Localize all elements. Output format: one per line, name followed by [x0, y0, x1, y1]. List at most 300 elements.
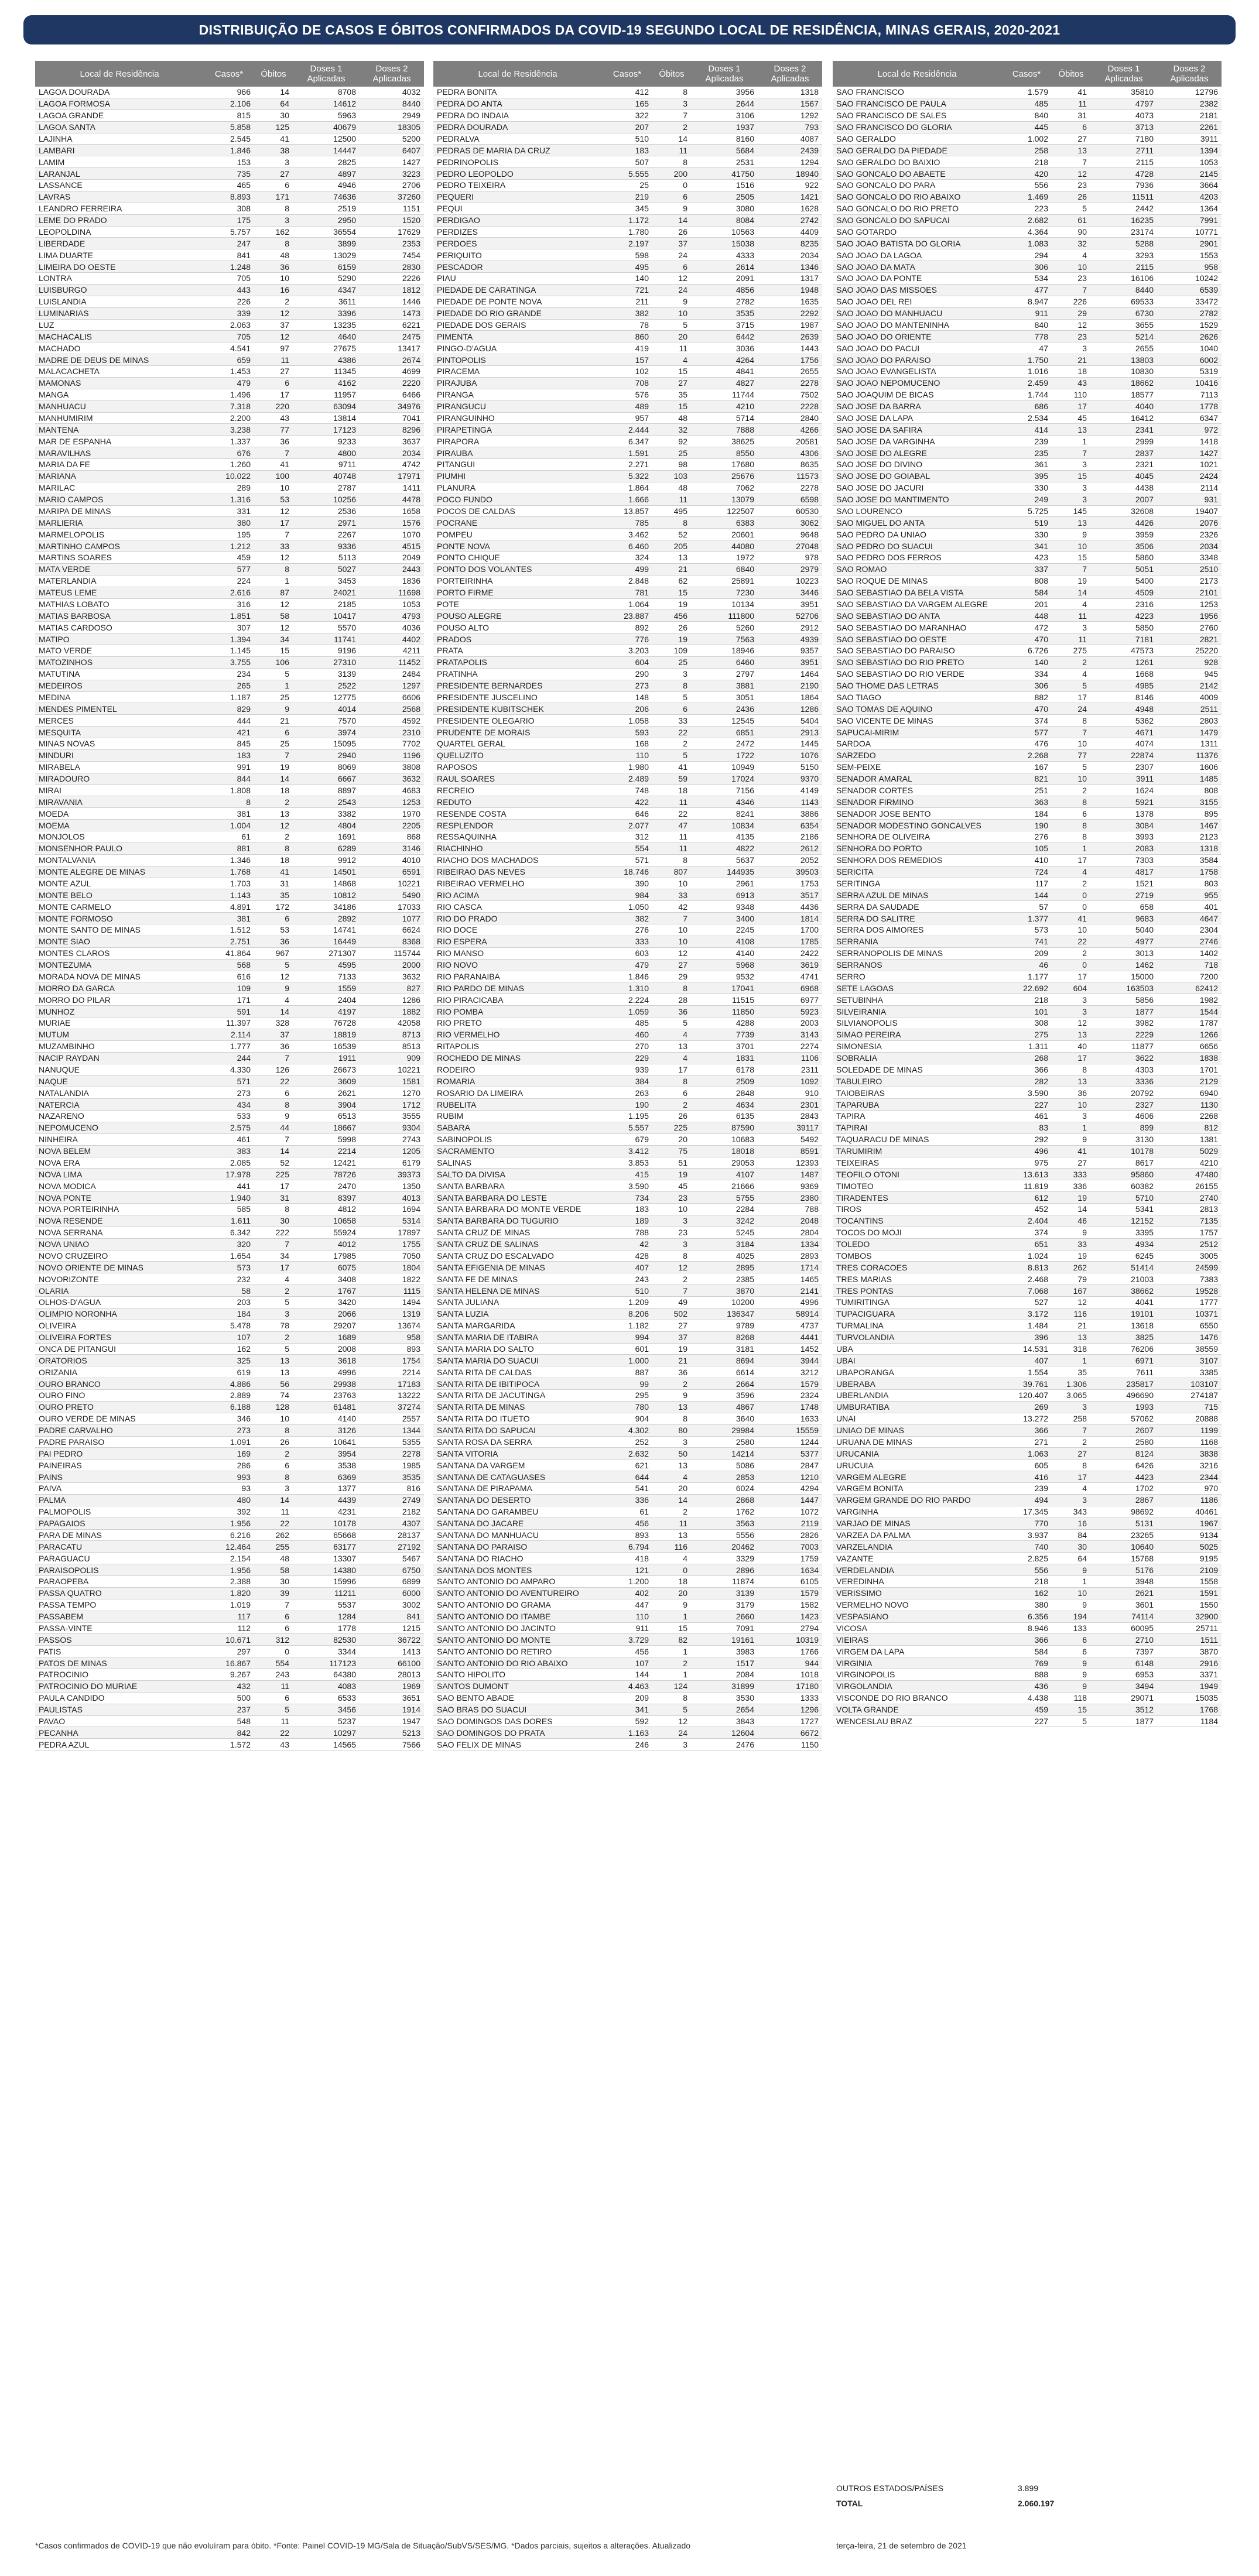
- cell-doses2: 3062: [758, 517, 822, 529]
- cell-doses2: 3651: [360, 1692, 424, 1704]
- cell-obitos: 6: [652, 703, 691, 715]
- table-row: [35, 1331, 424, 1343]
- cell-obitos: 36: [254, 1040, 293, 1052]
- cell-doses1: 29207: [293, 1320, 360, 1331]
- cell-obitos: 12: [254, 598, 293, 610]
- cell-doses1: 76728: [293, 1018, 360, 1029]
- cell-doses2: 4013: [360, 1192, 424, 1204]
- table-row: [433, 400, 822, 412]
- cell-local: PEDRO TEIXEIRA: [433, 180, 602, 191]
- cell-local: PIRANGA: [433, 389, 602, 400]
- table-row: [833, 1180, 1222, 1192]
- table-row: [433, 842, 822, 854]
- cell-obitos: 8: [254, 1424, 293, 1436]
- cell-doses1: 2341: [1090, 424, 1157, 436]
- cell-casos: 412: [602, 87, 652, 98]
- cell-obitos: 19: [652, 1343, 691, 1355]
- cell-doses2: 6750: [360, 1564, 424, 1576]
- cell-local: SERRA DOS AIMORES: [833, 924, 1001, 936]
- cell-doses2: 6466: [360, 389, 424, 400]
- cell-doses1: 32608: [1090, 505, 1157, 517]
- cell-doses2: 1947: [360, 1715, 424, 1727]
- cell-doses1: 2531: [691, 156, 758, 168]
- cell-doses1: 5176: [1090, 1564, 1157, 1576]
- cell-local: PONTO CHIQUE: [433, 552, 602, 564]
- cell-doses2: 1445: [758, 738, 822, 750]
- cell-doses2: 10371: [1157, 1308, 1222, 1320]
- cell-obitos: 18: [652, 785, 691, 796]
- table-row: [433, 1180, 822, 1192]
- header-doses1: Doses 1 Aplicadas: [293, 61, 360, 87]
- cell-obitos: 33: [1052, 1238, 1090, 1250]
- cell-casos: 1.377: [1001, 913, 1052, 924]
- cell-obitos: 8: [652, 982, 691, 994]
- cell-obitos: 22: [254, 1075, 293, 1087]
- cell-local: MENDES PIMENTEL: [35, 703, 204, 715]
- cell-doses2: 9357: [758, 645, 822, 657]
- cell-local: NOVO CRUZEIRO: [35, 1250, 204, 1262]
- cell-casos: 1.579: [1001, 87, 1052, 98]
- table-row: [833, 400, 1222, 412]
- cell-obitos: 23: [652, 1227, 691, 1238]
- cell-doses2: 1205: [360, 1145, 424, 1157]
- cell-doses1: 1516: [691, 180, 758, 191]
- cell-obitos: 9: [652, 1390, 691, 1402]
- cell-doses2: 26155: [1157, 1180, 1222, 1192]
- cell-obitos: 7: [1052, 156, 1090, 168]
- cell-casos: 83: [1001, 1122, 1052, 1133]
- cell-local: SERICITA: [833, 866, 1001, 878]
- cell-doses1: 16412: [1090, 412, 1157, 424]
- cell-casos: 249: [1001, 494, 1052, 505]
- cell-doses2: 812: [1157, 1122, 1222, 1133]
- cell-local: PIRAPORA: [433, 436, 602, 447]
- table-row: [833, 249, 1222, 261]
- table-row: [433, 354, 822, 366]
- cell-doses1: 21666: [691, 1180, 758, 1192]
- table-row: [433, 1040, 822, 1052]
- cell-local: SANTANA DE PIRAPAMA: [433, 1483, 602, 1495]
- cell-doses2: 1754: [360, 1355, 424, 1366]
- cell-casos: 472: [1001, 622, 1052, 633]
- cell-local: SAO JOSE DO ALEGRE: [833, 447, 1001, 459]
- table-row: [833, 1436, 1222, 1448]
- cell-doses2: 18305: [360, 121, 424, 133]
- cell-local: VESPASIANO: [833, 1611, 1001, 1622]
- cell-obitos: 1: [652, 1669, 691, 1681]
- cell-casos: 1.063: [1001, 1448, 1052, 1460]
- cell-local: SANTA RITA DE JACUTINGA: [433, 1390, 602, 1402]
- cell-doses1: 3179: [691, 1599, 758, 1611]
- cell-doses2: 15559: [758, 1424, 822, 1436]
- cell-doses1: 15768: [1090, 1553, 1157, 1564]
- cell-local: MOEDA: [35, 808, 204, 820]
- cell-doses1: 4804: [293, 820, 360, 831]
- cell-casos: 441: [204, 1180, 254, 1192]
- cell-local: PAIVA: [35, 1483, 204, 1495]
- cell-doses2: 7991: [1157, 214, 1222, 226]
- cell-obitos: 9: [1052, 529, 1090, 540]
- cell-doses1: 5362: [1090, 715, 1157, 727]
- cell-doses1: 117123: [293, 1657, 360, 1669]
- table-row: [833, 470, 1222, 482]
- cell-doses1: 4073: [1090, 109, 1157, 121]
- cell-local: SAO GONCALO DO ABAETE: [833, 168, 1001, 180]
- cell-obitos: 4: [1052, 866, 1090, 878]
- cell-doses1: 38625: [691, 436, 758, 447]
- cell-obitos: 145: [1052, 505, 1090, 517]
- cell-casos: 1.177: [1001, 971, 1052, 982]
- cell-casos: 534: [1001, 273, 1052, 285]
- cell-doses2: 62412: [1157, 982, 1222, 994]
- cell-casos: 258: [1001, 145, 1052, 156]
- cell-doses1: 8440: [1090, 284, 1157, 296]
- cell-doses2: 2742: [758, 214, 822, 226]
- cell-doses1: 7739: [691, 1029, 758, 1040]
- cell-obitos: 807: [652, 866, 691, 878]
- table-row: [35, 1436, 424, 1448]
- cell-doses2: 3870: [1157, 1646, 1222, 1657]
- cell-local: UBERLANDIA: [833, 1390, 1001, 1402]
- cell-obitos: 110: [1052, 389, 1090, 400]
- cell-local: SAO DOMINGOS DO PRATA: [433, 1727, 602, 1739]
- cell-doses1: 4025: [691, 1250, 758, 1262]
- cell-doses1: 10658: [293, 1215, 360, 1227]
- cell-doses1: 4346: [691, 796, 758, 808]
- cell-obitos: 97: [254, 342, 293, 354]
- cell-doses1: 5968: [691, 959, 758, 971]
- table-row: [433, 98, 822, 109]
- cell-casos: 432: [204, 1680, 254, 1692]
- table-row: [433, 1308, 822, 1320]
- cell-doses2: 958: [1157, 261, 1222, 273]
- cell-obitos: 255: [254, 1541, 293, 1553]
- cell-doses1: 2782: [691, 296, 758, 307]
- cell-doses2: 2034: [360, 447, 424, 459]
- table-row: [433, 1401, 822, 1413]
- table-row: [35, 1715, 424, 1727]
- cell-doses1: 2825: [293, 156, 360, 168]
- cell-casos: 1.768: [204, 866, 254, 878]
- cell-obitos: 4: [1052, 668, 1090, 680]
- cell-local: POCO FUNDO: [433, 494, 602, 505]
- cell-obitos: 48: [254, 249, 293, 261]
- cell-doses2: 2782: [1157, 307, 1222, 319]
- cell-casos: 12.464: [204, 1541, 254, 1553]
- cell-doses1: 47573: [1090, 645, 1157, 657]
- cell-doses2: 1253: [1157, 598, 1222, 610]
- cell-doses2: 1018: [758, 1669, 822, 1681]
- cell-local: PIAU: [433, 273, 602, 285]
- cell-local: NEPOMUCENO: [35, 1122, 204, 1133]
- cell-doses1: 10834: [691, 820, 758, 831]
- cell-obitos: 50: [652, 1448, 691, 1460]
- table-row: [433, 1018, 822, 1029]
- table-row: [833, 1087, 1222, 1099]
- cell-local: SENHORA DE OLIVEIRA: [833, 831, 1001, 843]
- cell-obitos: 4: [254, 1273, 293, 1285]
- cell-local: SALINAS: [433, 1157, 602, 1169]
- cell-doses1: 4822: [691, 842, 758, 854]
- cell-doses1: 3611: [293, 296, 360, 307]
- cell-doses1: 496690: [1090, 1390, 1157, 1402]
- cell-casos: 384: [602, 1075, 652, 1087]
- cell-doses1: 4996: [293, 1366, 360, 1378]
- cell-obitos: 20: [652, 331, 691, 342]
- cell-casos: 294: [1001, 249, 1052, 261]
- table-row: [35, 1564, 424, 1576]
- cell-obitos: 14: [1052, 587, 1090, 598]
- cell-local: SANTA RITA DE CALDAS: [433, 1366, 602, 1378]
- table-row: [833, 1646, 1222, 1657]
- table-row: [35, 1157, 424, 1169]
- table-row: [35, 87, 424, 98]
- table-row: [35, 180, 424, 191]
- table-row: [433, 645, 822, 657]
- cell-doses1: 1521: [1090, 878, 1157, 889]
- table-row: [833, 436, 1222, 447]
- cell-local: SAO JOAO NEPOMUCENO: [833, 377, 1001, 389]
- table-row: [433, 214, 822, 226]
- cell-doses2: 6105: [758, 1576, 822, 1588]
- cell-doses2: 3951: [758, 598, 822, 610]
- cell-doses1: 8124: [1090, 1448, 1157, 1460]
- cell-casos: 57: [1001, 901, 1052, 913]
- cell-doses1: 2066: [293, 1308, 360, 1320]
- cell-doses2: 6179: [360, 1157, 424, 1169]
- cell-obitos: 9: [254, 703, 293, 715]
- cell-casos: 527: [1001, 1297, 1052, 1308]
- cell-obitos: 59: [652, 773, 691, 785]
- cell-doses2: 1394: [1157, 145, 1222, 156]
- table-row: [833, 901, 1222, 913]
- cell-doses1: 4107: [691, 1169, 758, 1180]
- cell-obitos: 2: [1052, 947, 1090, 959]
- table-row: [35, 1506, 424, 1517]
- cell-doses1: 57062: [1090, 1413, 1157, 1424]
- cell-doses1: 3512: [1090, 1704, 1157, 1715]
- cell-doses2: 4211: [360, 645, 424, 657]
- cell-doses1: 7303: [1090, 854, 1157, 866]
- table-row: [35, 622, 424, 633]
- cell-casos: 1.750: [1001, 354, 1052, 366]
- cell-local: MINDURI: [35, 749, 204, 761]
- cell-local: SANTO ANTONIO DO AVENTUREIRO: [433, 1587, 602, 1599]
- total-label: TOTAL: [836, 2499, 863, 2508]
- cell-doses2: 3002: [360, 1599, 424, 1611]
- cell-local: VARGEM ALEGRE: [833, 1471, 1001, 1483]
- cell-local: SANTA RITA DO ITUETO: [433, 1413, 602, 1424]
- cell-doses1: 5850: [1090, 622, 1157, 633]
- cell-doses1: 1261: [1090, 656, 1157, 668]
- cell-doses2: 3223: [360, 168, 424, 180]
- cell-obitos: 11: [652, 145, 691, 156]
- cell-doses2: 6407: [360, 145, 424, 156]
- cell-doses2: 4409: [758, 226, 822, 238]
- cell-doses1: 1831: [691, 1052, 758, 1064]
- cell-obitos: 10: [1052, 540, 1090, 552]
- cell-casos: 780: [602, 1401, 652, 1413]
- table-row: [433, 226, 822, 238]
- cell-local: MACHADO: [35, 342, 204, 354]
- cell-doses1: 5714: [691, 412, 758, 424]
- cell-obitos: 5: [1052, 680, 1090, 691]
- table-row: [433, 145, 822, 156]
- table-row: [433, 1157, 822, 1169]
- cell-doses1: 2896: [691, 1564, 758, 1576]
- cell-obitos: 18: [254, 785, 293, 796]
- table-row: [433, 494, 822, 505]
- table-row: [35, 1587, 424, 1599]
- cell-doses1: 3329: [691, 1553, 758, 1564]
- cell-casos: 211: [602, 296, 652, 307]
- cell-obitos: 12: [652, 273, 691, 285]
- table-row: [35, 1483, 424, 1495]
- cell-obitos: 17: [254, 1180, 293, 1192]
- cell-local: PRESIDENTE KUBITSCHEK: [433, 703, 602, 715]
- table-row: [433, 1517, 822, 1529]
- cell-local: RAUL SOARES: [433, 773, 602, 785]
- cell-obitos: 225: [254, 1169, 293, 1180]
- cell-obitos: 2: [254, 796, 293, 808]
- cell-obitos: 17: [1052, 691, 1090, 703]
- cell-doses1: 5051: [1090, 563, 1157, 575]
- cell-local: TABULEIRO: [833, 1075, 1001, 1087]
- cell-doses1: 12775: [293, 691, 360, 703]
- cell-casos: 2.534: [1001, 412, 1052, 424]
- cell-doses2: 19528: [1157, 1285, 1222, 1297]
- cell-obitos: 27: [254, 168, 293, 180]
- cell-doses1: 4386: [293, 354, 360, 366]
- cell-obitos: 13: [254, 1355, 293, 1366]
- cell-doses2: 28013: [360, 1669, 424, 1681]
- cell-local: PASSA-VINTE: [35, 1622, 204, 1634]
- cell-doses2: 1151: [360, 203, 424, 214]
- cell-doses1: 14868: [293, 878, 360, 889]
- table-row: [433, 331, 822, 342]
- cell-obitos: 8: [1052, 1460, 1090, 1471]
- cell-doses1: 11744: [691, 389, 758, 400]
- cell-local: TUPACIGUARA: [833, 1308, 1001, 1320]
- cell-obitos: 11: [652, 796, 691, 808]
- table-row: [833, 412, 1222, 424]
- cell-casos: 140: [602, 273, 652, 285]
- cell-doses2: 4203: [1157, 191, 1222, 203]
- cell-doses1: 7180: [1090, 133, 1157, 145]
- cell-doses2: 1413: [360, 1646, 424, 1657]
- cell-doses2: 3911: [1157, 133, 1222, 145]
- cell-doses1: 2867: [1090, 1494, 1157, 1506]
- cell-obitos: 8: [652, 1075, 691, 1087]
- cell-doses2: 2475: [360, 331, 424, 342]
- cell-obitos: 3: [652, 1739, 691, 1751]
- cell-casos: 459: [204, 552, 254, 564]
- cell-doses2: 17033: [360, 901, 424, 913]
- cell-casos: 297: [204, 1646, 254, 1657]
- cell-doses2: 1070: [360, 529, 424, 540]
- table-row: [833, 1250, 1222, 1262]
- cell-casos: 306: [1001, 680, 1052, 691]
- cell-doses2: 20581: [758, 436, 822, 447]
- cell-obitos: 37: [254, 319, 293, 331]
- cell-local: PRESIDENTE JUSCELINO: [433, 691, 602, 703]
- table-row: [833, 761, 1222, 773]
- cell-casos: 659: [204, 354, 254, 366]
- cell-doses2: 6347: [1157, 412, 1222, 424]
- table-row: [433, 1029, 822, 1040]
- table-row: [833, 1611, 1222, 1622]
- table-row: [433, 1506, 822, 1517]
- cell-casos: 102: [602, 366, 652, 378]
- cell-doses2: 2803: [1157, 715, 1222, 727]
- cell-doses2: 893: [360, 1343, 424, 1355]
- cell-obitos: 12: [254, 505, 293, 517]
- cell-casos: 603: [602, 947, 652, 959]
- cell-doses1: 11741: [293, 633, 360, 645]
- cell-casos: 363: [1001, 796, 1052, 808]
- cell-local: POTE: [433, 598, 602, 610]
- cell-doses2: 3535: [360, 1471, 424, 1483]
- table-row: [433, 715, 822, 727]
- cell-local: SIMAO PEREIRA: [833, 1029, 1001, 1040]
- table-row: [833, 842, 1222, 854]
- cell-doses2: 8440: [360, 98, 424, 109]
- cell-obitos: 15: [1052, 470, 1090, 482]
- cell-casos: 2.489: [602, 773, 652, 785]
- cell-doses1: 1689: [293, 1331, 360, 1343]
- cell-local: PLANURA: [433, 482, 602, 494]
- cell-obitos: 10: [1052, 261, 1090, 273]
- cell-doses2: 27048: [758, 540, 822, 552]
- cell-local: SAO SEBASTIAO DA VARGEM ALEGRE: [833, 598, 1001, 610]
- cell-local: PIMENTA: [433, 331, 602, 342]
- cell-casos: 748: [602, 785, 652, 796]
- cell-doses1: 4728: [1090, 168, 1157, 180]
- cell-local: LAJINHA: [35, 133, 204, 145]
- cell-doses2: 2049: [360, 552, 424, 564]
- cell-casos: 1.956: [204, 1517, 254, 1529]
- cell-doses1: 7133: [293, 971, 360, 982]
- cell-obitos: 45: [652, 1180, 691, 1192]
- table-row: [833, 1262, 1222, 1273]
- cell-local: SAO SEBASTIAO DA BELA VISTA: [833, 587, 1001, 598]
- cell-doses1: 2007: [1090, 494, 1157, 505]
- cell-obitos: 11: [254, 354, 293, 366]
- cell-obitos: 13: [652, 552, 691, 564]
- cell-casos: 4.891: [204, 901, 254, 913]
- cell-doses1: 4817: [1090, 866, 1157, 878]
- cell-obitos: 318: [1052, 1343, 1090, 1355]
- cell-doses2: 1914: [360, 1704, 424, 1715]
- cell-local: NOVA PONTE: [35, 1192, 204, 1204]
- table-row: [433, 517, 822, 529]
- cell-doses1: 1702: [1090, 1483, 1157, 1495]
- cell-doses1: 23763: [293, 1390, 360, 1402]
- cell-doses1: 74114: [1090, 1611, 1157, 1622]
- cell-doses2: 1333: [758, 1692, 822, 1704]
- table-row: [433, 249, 822, 261]
- cell-doses2: 3146: [360, 842, 424, 854]
- cell-local: MERCES: [35, 715, 204, 727]
- cell-obitos: 554: [254, 1657, 293, 1669]
- cell-doses2: 58914: [758, 1308, 822, 1320]
- cell-doses1: 8397: [293, 1192, 360, 1204]
- cell-obitos: 43: [1052, 377, 1090, 389]
- table-row: [35, 1611, 424, 1622]
- cell-local: SAO JOAO DO MANTENINHA: [833, 319, 1001, 331]
- cell-casos: 1.346: [204, 854, 254, 866]
- cell-casos: 316: [204, 598, 254, 610]
